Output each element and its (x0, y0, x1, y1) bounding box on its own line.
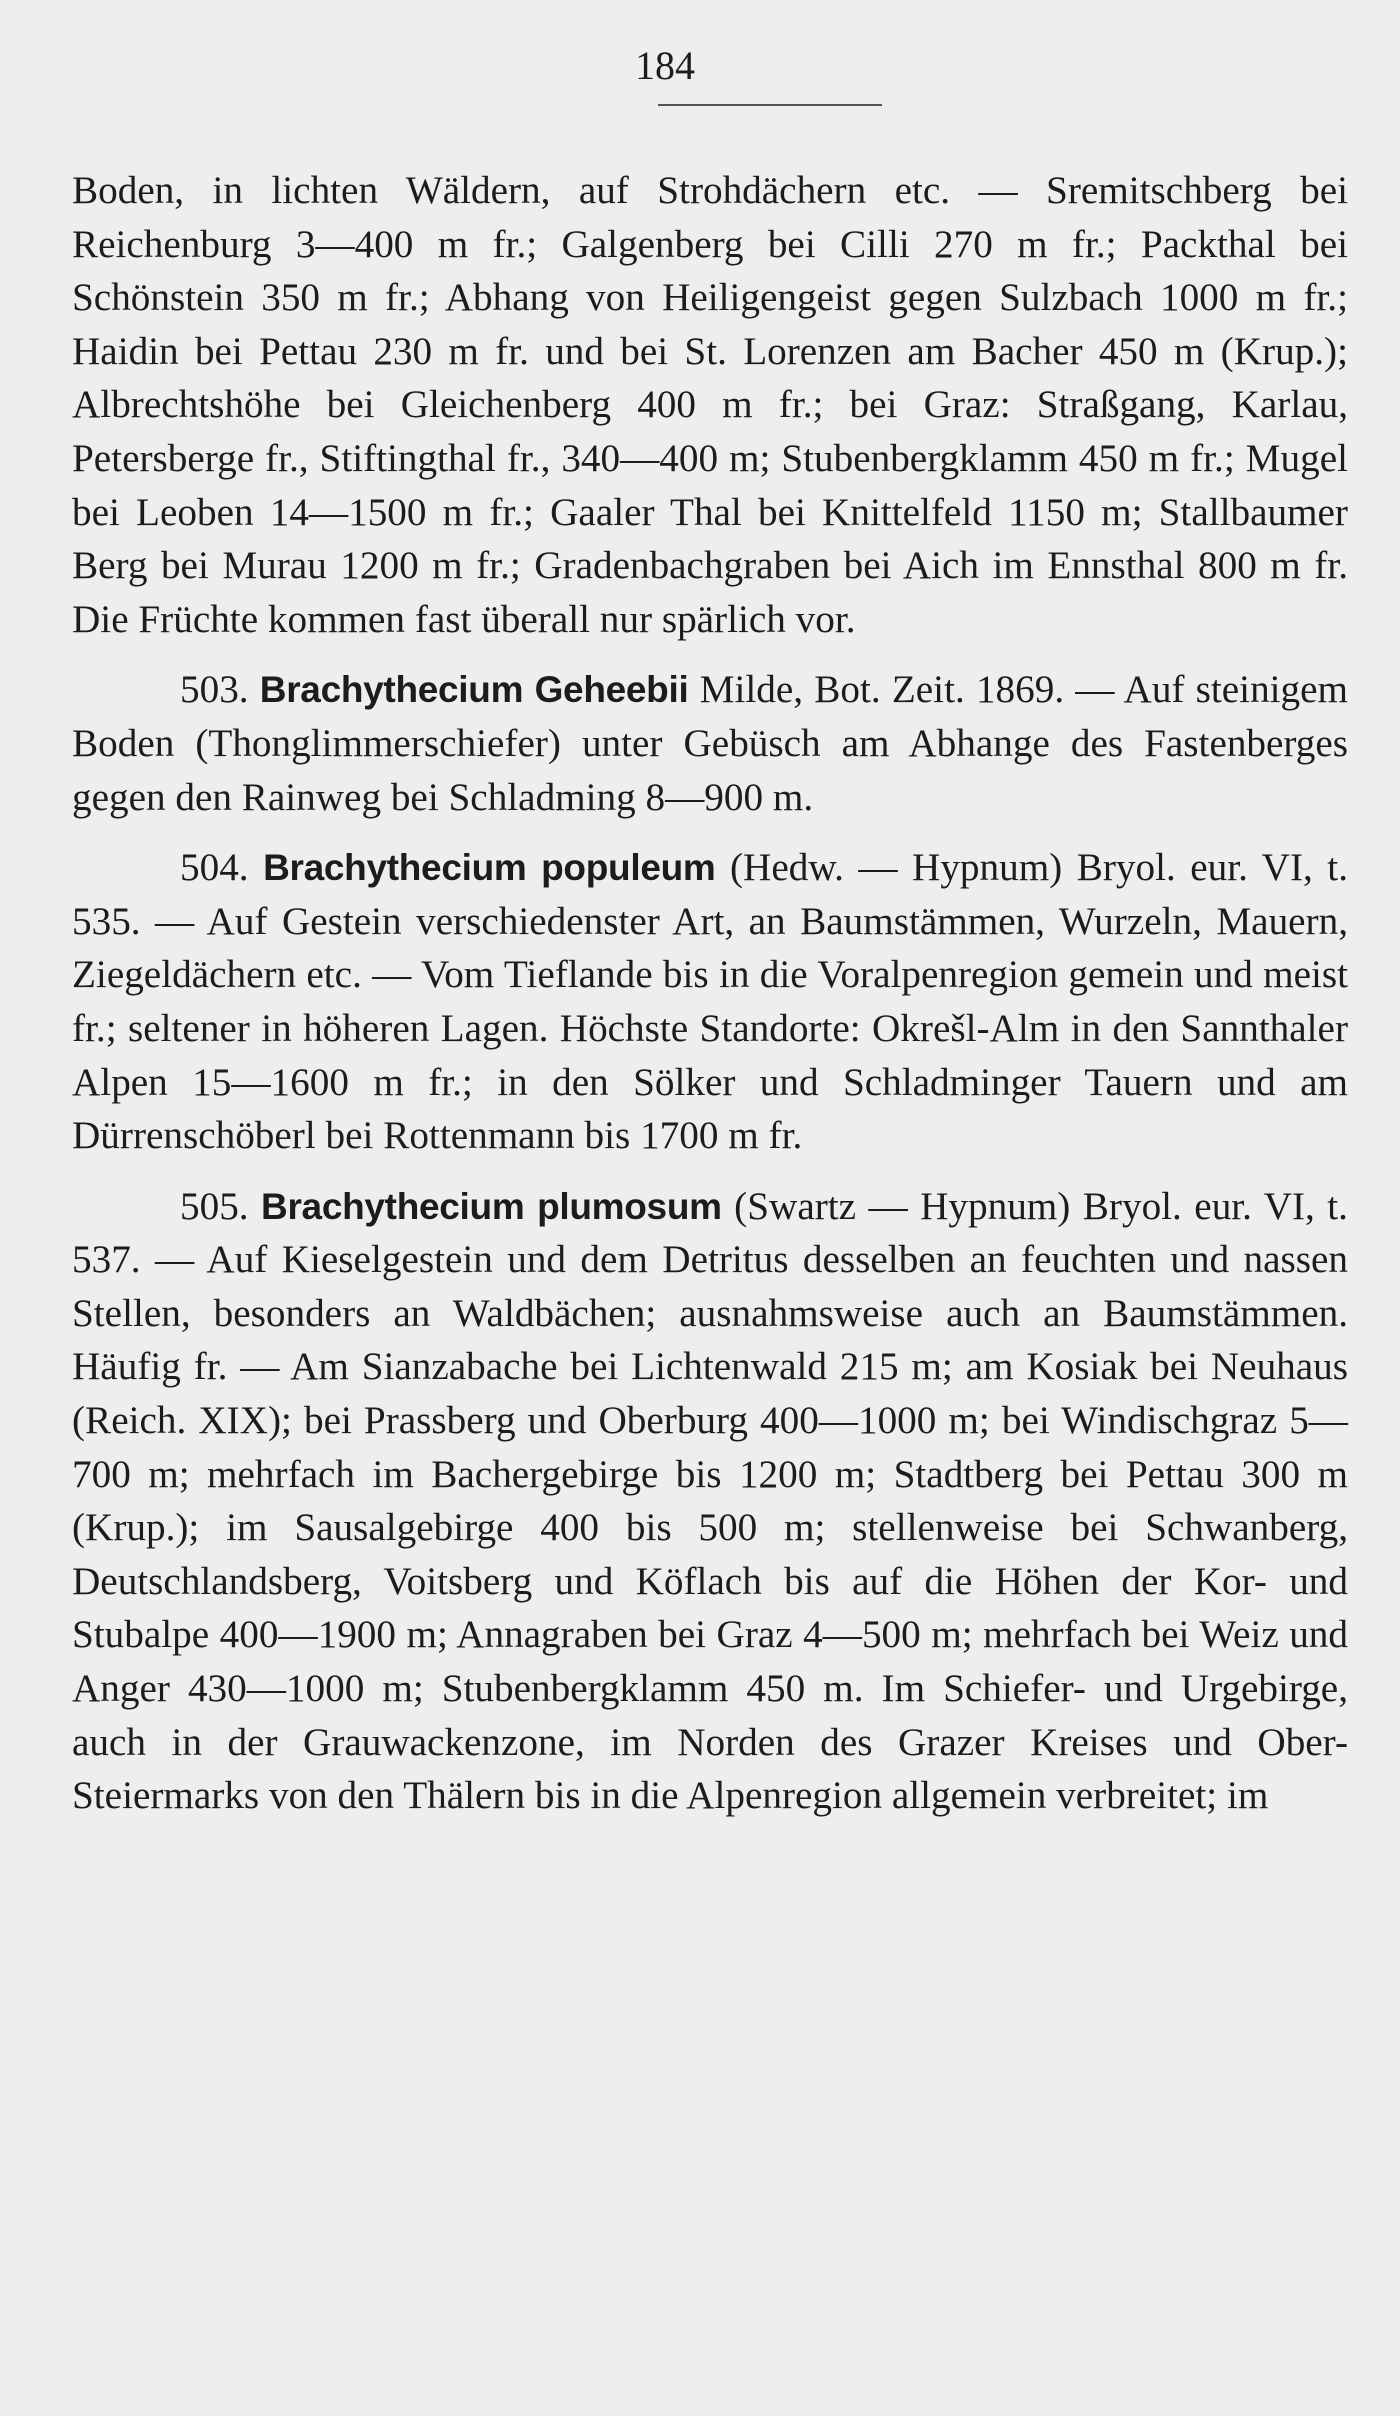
entry-number: 503. (180, 668, 249, 712)
entry-text: (Hedw. — Hypnum) Bryol. eur. VI, t. 535. — Auf Gestein verschiedenster Art, an Baumstämmen, Wurzeln, Mauern, Ziegeldächern etc. — Vom Tieflande bis in die Voralpenregion gemein und meist fr.; seltener in höheren Lagen. Höchste Standorte: Okrešl-Alm in den Sannthaler Alpen 15—1600 m fr.; in den Sölker und Schladminger Tauern und am Dürrenschöberl bei Rottenmann bis 1700 m fr. (72, 846, 1348, 1158)
species-entry-503 (72, 663, 1348, 824)
entry-number: 505. (180, 1184, 249, 1228)
paragraph-continuation (72, 164, 1348, 646)
page-number: 184 (635, 43, 695, 88)
species-entry-505 (72, 1180, 1348, 1823)
species-name: Brachythecium populeum (263, 847, 716, 889)
header-rule (658, 104, 882, 106)
species-name: Brachythecium plumosum (261, 1185, 722, 1227)
species-entry-504 (72, 841, 1348, 1163)
page-body (72, 164, 1348, 1823)
entry-text: (Swartz — Hypnum) Bryol. eur. VI, t. 537. — Auf Kieselgestein und dem Detritus desselben an feuchten und nassen Stellen, besonders an Waldbächen; ausnahmsweise auch an Baumstämmen. Häufig fr. — Am Sianzabache bei Lichtenwald 215 m; am Kosiak bei Neuhaus (Reich. XIX); bei Prassberg und Oberburg 400—1000 m; bei Windischgraz 5—700 m; mehrfach im Bachergebirge bis 1200 m; Stadtberg bei Pettau 300 m (Krup.); im Sausalgebirge 400 bis 500 m; stellenweise bei Schwanberg, Deutschlandsberg, Voitsberg und Köflach bis auf die Höhen der Kor- und Stubalpe 400—1900 m; Annagraben bei Graz 4—500 m; mehrfach bei Weiz und Anger 430—1000 m; Stubenbergklamm 450 m. Im Schiefer- und Urgebirge, auch in der Grauwackenzone, im Norden des Grazer Kreises und Ober-Steiermarks von den Thälern bis in die Alpenregion allgemein verbreitet; im (72, 1184, 1348, 1818)
species-name: Brachythecium Geheebii (259, 669, 689, 711)
entry-number: 504. (180, 846, 249, 890)
entry-text: Milde, Bot. Zeit. 1869. — Auf steinigem Boden (Thonglimmerschiefer) unter Gebüsch am Abhange des Fastenberges gegen den Rainweg bei Schladming 8—900 m. (72, 668, 1349, 819)
paragraph-text: Boden, in lichten Wäldern, auf Strohdächern etc. — Sremitschberg bei Reichenburg 3—400 m fr.; Galgenberg bei Cilli 270 m fr.; Packthal bei Schönstein 350 m fr.; Abhang von Heiligengeist gegen Sulzbach 1000 m fr.; Haidin bei Pettau 230 m fr. und bei St. Lorenzen am Bacher 450 m (Krup.); Albrechtshöhe bei Gleichenberg 400 m fr.; bei Graz: Straßgang, Karlau, Petersberge fr., Stiftingthal fr., 340—400 m; Stubenbergklamm 450 m fr.; Mugel bei Leoben 14—1500 m fr.; Gaaler Thal bei Knittelfeld 1150 m; Stallbaumer Berg bei Murau 1200 m fr.; Gradenbachgraben bei Aich im Ennsthal 800 m fr. Die Früchte kommen fast überall nur spärlich vor. (72, 169, 1348, 641)
